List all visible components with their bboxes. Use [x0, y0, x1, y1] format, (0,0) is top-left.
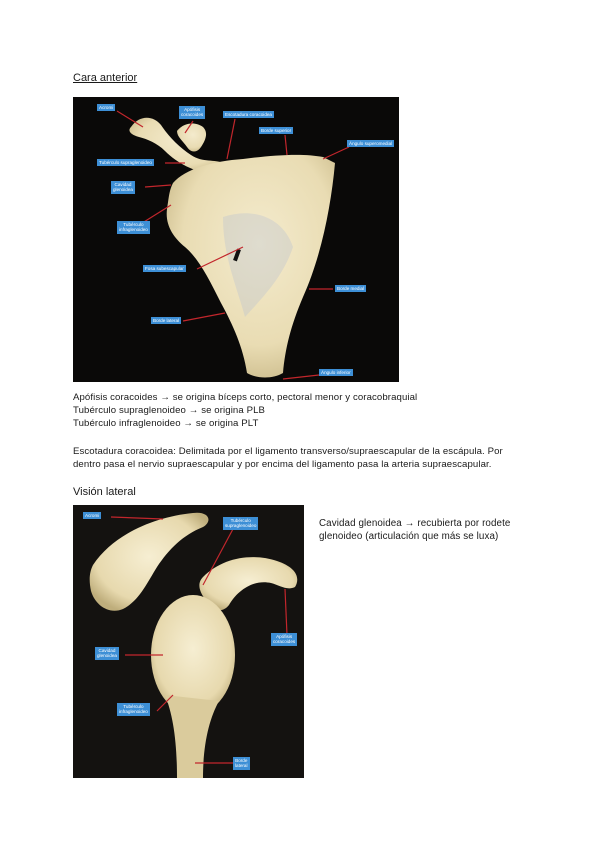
label-acromion-anterior: Acromi [99, 105, 114, 110]
label-supraglenoid-lateral: Tubérculo supraglenoideo [225, 518, 257, 529]
label-transverse-ligament: Escotadura coracoidea [225, 112, 272, 117]
label-glenoid-anterior: Cavidad glenoidea [113, 182, 133, 193]
lateral-border-shaft [165, 695, 219, 778]
glenoid-cavity [151, 595, 235, 715]
note-escotadura: Escotadura coracoidea: Delimitada por el ligamento transverso/supraescapular de la escápula. Por dentro pasa el nervio supraescapular y por encima del ligamento pasa la arteria supraescapular. [73, 446, 503, 470]
label-lateral-border-lateral: Borde lateral [235, 758, 248, 769]
scapula-lateral-drawing [73, 505, 304, 778]
label-lateral-border-anterior: Borde lateral [153, 318, 180, 323]
note-glenoid-labrum: Cavidad glenoidea → recubierta por rodete glenoideo (articulación que más se luxa) [319, 518, 511, 542]
label-coracoid-anterior: Apófisis coracoides [181, 107, 204, 118]
lateral-scapula-photo [73, 505, 304, 778]
note-infraglenoid: Tubérculo infraglenoideo → se origina PLT [73, 418, 259, 429]
anterior-scapula-photo [73, 97, 399, 382]
label-medial-border: Borde medial [337, 286, 365, 291]
section-title-anterior: Cara anterior [73, 72, 138, 84]
note-supraglenoid: Tubérculo supraglenoideo → se origina PLB [73, 405, 266, 416]
label-infraglenoid-anterior: Tubérculo infraglenoideo [119, 222, 148, 233]
section-title-lateral: Visión lateral [73, 486, 136, 498]
label-supraglenoid-anterior: Tubérculo supraglenoideo [99, 160, 152, 165]
label-inferior-angle: Ángulo inferior [321, 370, 351, 375]
label-infraglenoid-lateral: Tubérculo infraglenoideo [119, 704, 148, 715]
label-coracoid-lateral: Apófisis coracoides [273, 634, 296, 645]
label-acromion-lateral: Acromi [85, 513, 100, 518]
label-superior-angle: Ángulo superomedial [349, 141, 393, 146]
label-upper-border: Borde superior [261, 128, 292, 133]
label-subscapular-fossa: Fosa subescapular [145, 266, 184, 271]
label-glenoid-lateral: Cavidad glenoidea [97, 648, 117, 659]
coracoid-process [177, 124, 206, 152]
note-coracoid: Apófisis coracoides → se origina bíceps corto, pectoral menor y coracobraquial [73, 392, 418, 403]
